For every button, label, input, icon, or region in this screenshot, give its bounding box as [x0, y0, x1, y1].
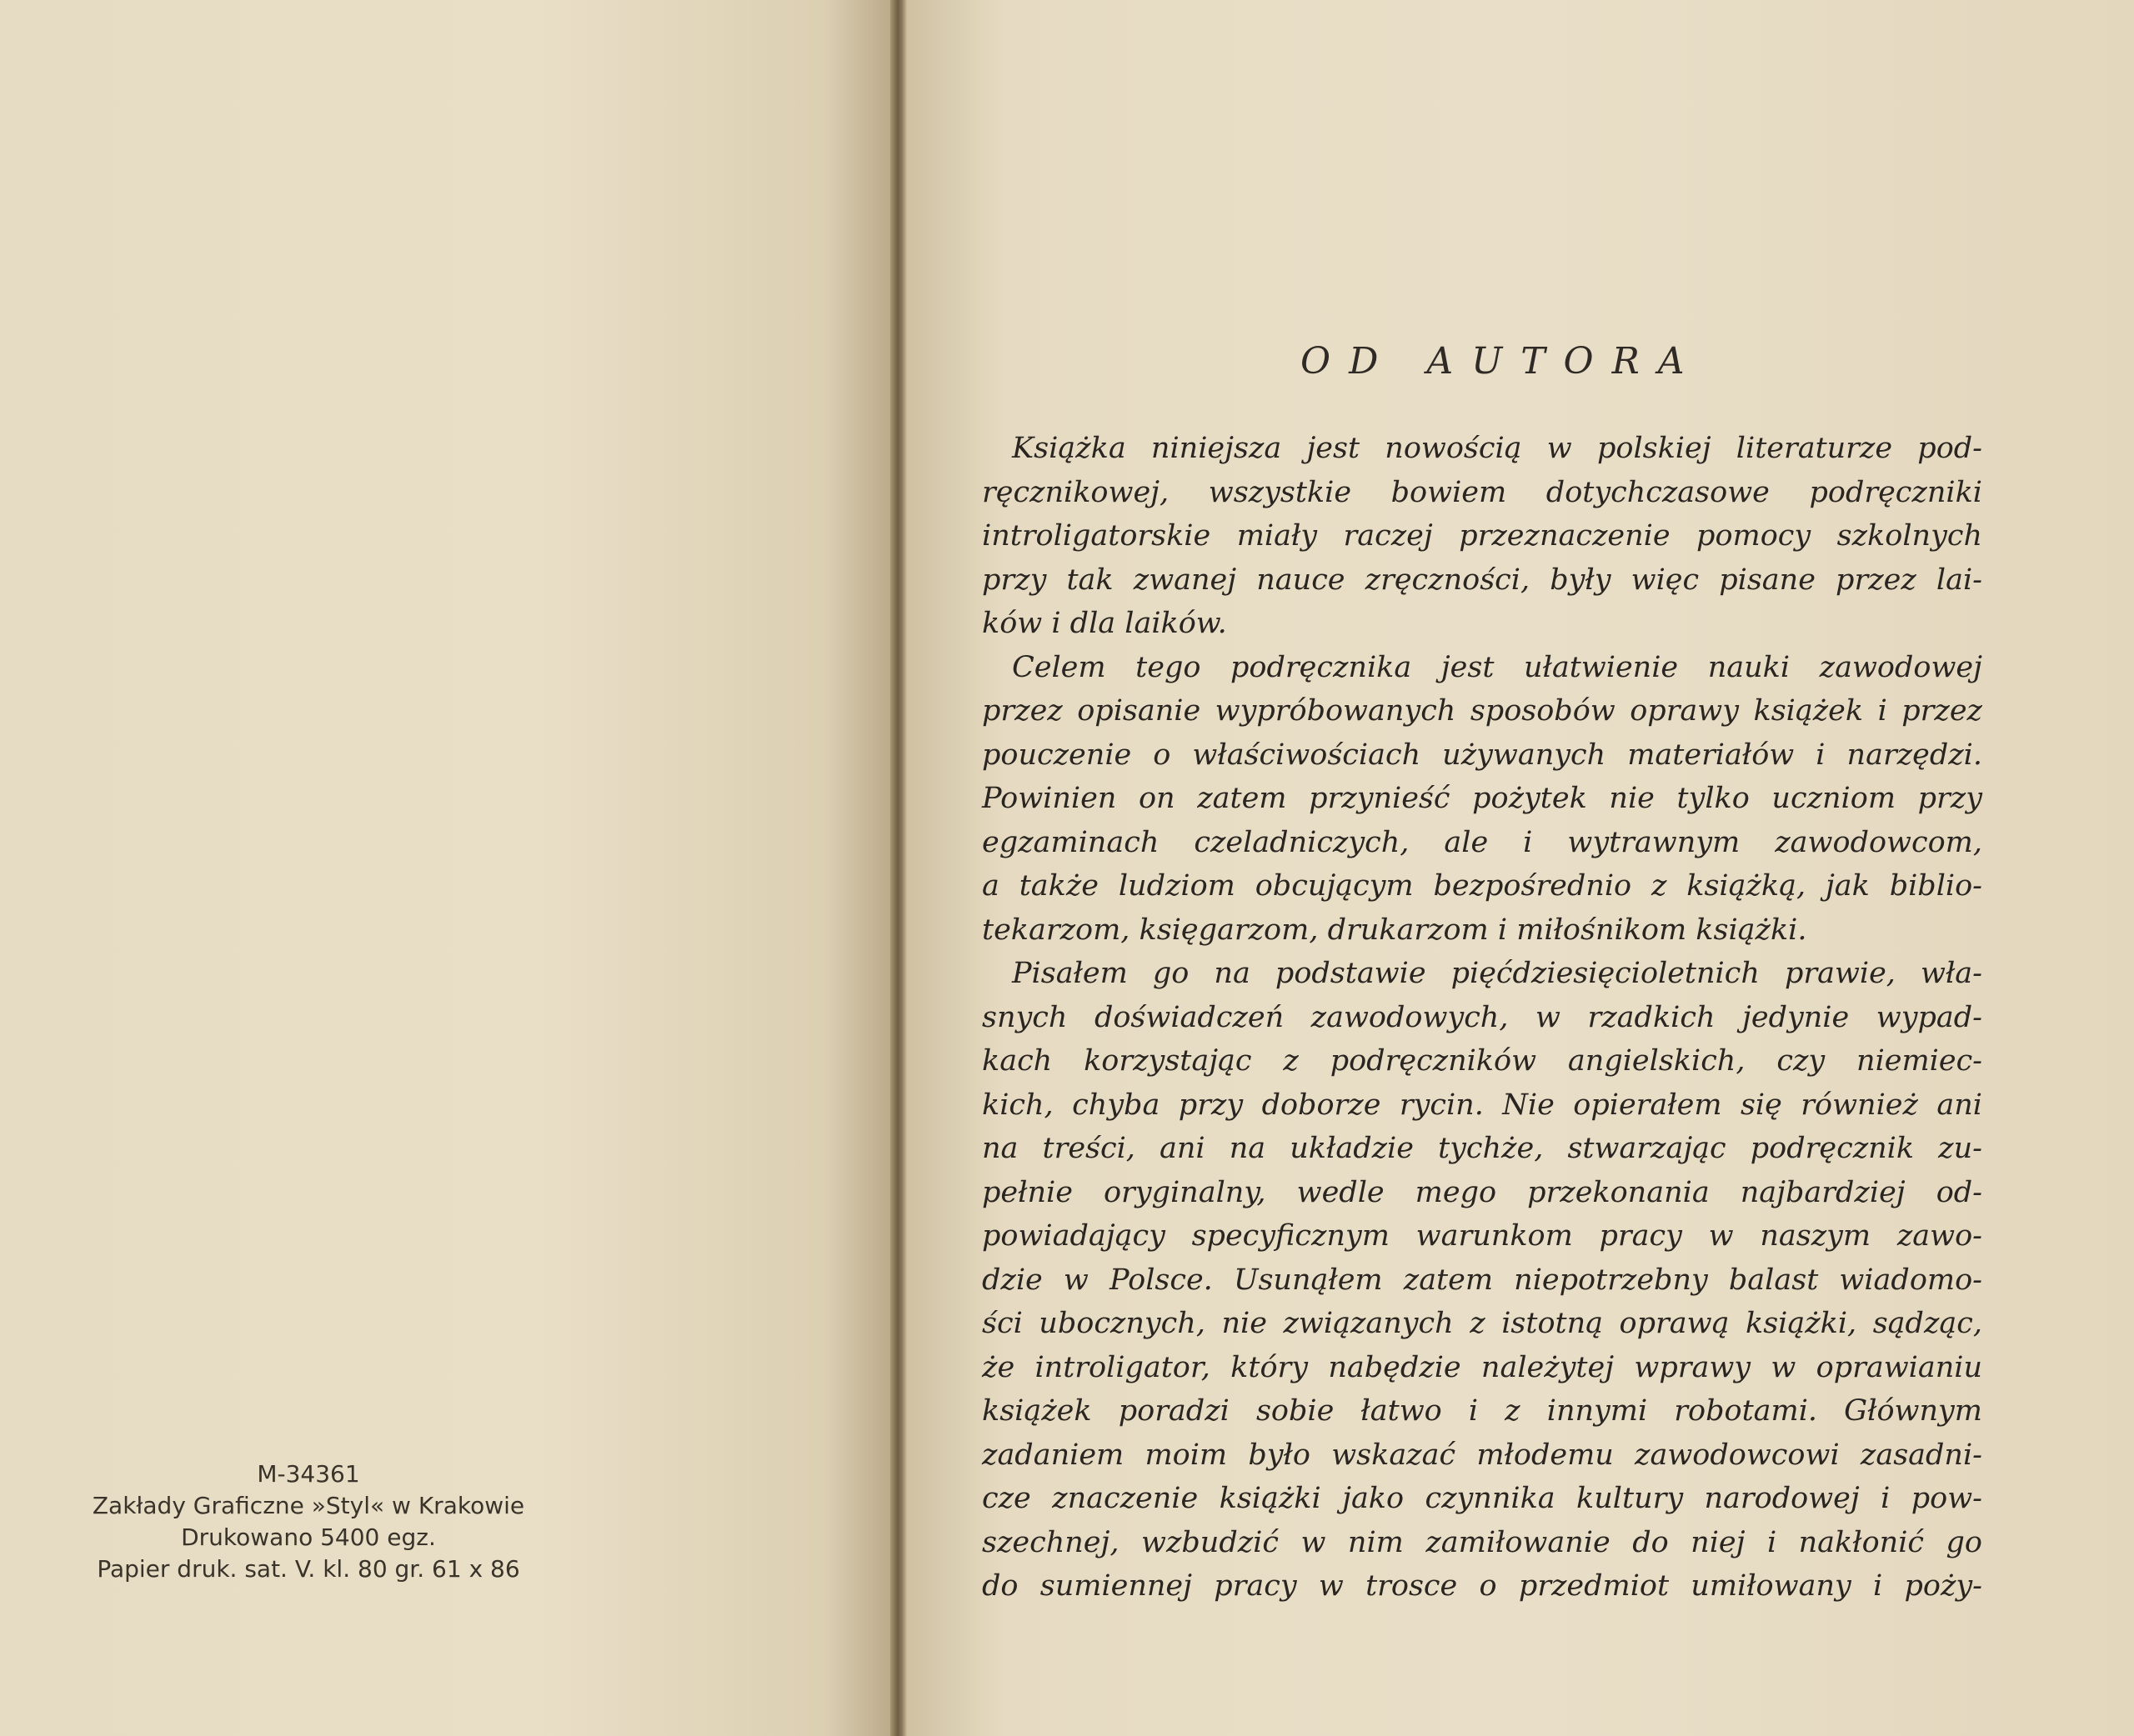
text-line: do sumiennej pracy w trosce o przedmiot umiłowany i poży-: [982, 1569, 1982, 1603]
text-line: kich, chyba przy doborze rycin. Nie opierałem się również ani: [982, 1088, 1982, 1122]
text-line: pouczenie o właściwościach używanych materiałów i narzędzi.: [982, 738, 1982, 772]
printer-imprint: [75, 1458, 542, 1585]
text-line: kach korzystając z podręczników angielskich, czy niemiec-: [982, 1044, 1982, 1078]
text-line: na treści, ani na układzie tychże, stwarzając podręcznik zu-: [982, 1132, 1982, 1165]
text-line: Pisałem go na podstawie pięćdziesięcioletnich prawie, wła-: [1012, 957, 1982, 990]
text-line: że introligator, który nabędzie należytej wprawy w oprawianiu: [982, 1350, 1982, 1384]
text-line: pełnie oryginalny, wedle mego przekonania najbardziej od-: [982, 1175, 1982, 1209]
text-line: egzaminach czeladniczych, ale i wytrawnym zawodowcom,: [982, 825, 1982, 859]
text-line: tekarzom, księgarzom, drukarzom i miłośnikom książki.: [982, 913, 1807, 947]
imprint-line: Zakłady Graficzne »Styl« w Krakowie: [92, 1492, 525, 1519]
text-line: a także ludziom obcującym bezpośrednio z książką, jak biblio-: [982, 869, 1982, 903]
text-line: ści ubocznych, nie związanych z istotną oprawą książki, sądząc,: [982, 1307, 1982, 1340]
text-line: dzie w Polsce. Usunąłem zatem niepotrzebny balast wiadomo-: [982, 1263, 1982, 1297]
text-line: przy tak zwanej nauce zręczności, były więc pisane przez lai-: [982, 563, 1982, 597]
text-line: zadaniem moim było wskazać młodemu zawodowcowi zasadni-: [982, 1438, 1982, 1472]
text-line: cze znaczenie książki jako czynnika kultury narodowej i pow-: [982, 1482, 1982, 1515]
page-heading: OD AUTORA: [1300, 340, 1703, 383]
text-line: Książka niniejsza jest nowością w polskiej literaturze pod-: [1012, 432, 1982, 465]
text-line: snych doświadczeń zawodowych, w rzadkich jedynie wypad-: [982, 1000, 1982, 1034]
text-line: przez opisanie wypróbowanych sposobów oprawy książek i przez: [982, 694, 1982, 728]
imprint-line: Papier druk. sat. V. kl. 80 gr. 61 x 86: [97, 1555, 520, 1583]
text-line: Celem tego podręcznika jest ułatwienie nauki zawodowej: [1012, 650, 1982, 684]
text-line: introligatorskie miały raczej przeznaczenie pomocy szkolnych: [982, 519, 1982, 553]
text-line: Powinien on zatem przynieść pożytek nie tylko uczniom przy: [982, 782, 1982, 815]
book-spine: [890, 0, 907, 1736]
text-line: powiadający specyficznym warunkom pracy w naszym zawo-: [982, 1219, 1982, 1253]
imprint-line: M-34361: [257, 1460, 360, 1488]
left-page: [0, 0, 896, 1736]
text-line: ręcznikowej, wszystkie bowiem dotychczasowe podręczniki: [982, 475, 1982, 509]
text-line: książek poradzi sobie łatwo i z innymi robotami. Głównym: [982, 1394, 1982, 1428]
imprint-line: Drukowano 5400 egz.: [181, 1523, 436, 1551]
preface-text: [982, 427, 1982, 1608]
text-line: ków i dla laików.: [982, 607, 1227, 640]
text-line: szechnej, wzbudzić w nim zamiłowanie do niej i nakłonić go: [982, 1525, 1982, 1559]
